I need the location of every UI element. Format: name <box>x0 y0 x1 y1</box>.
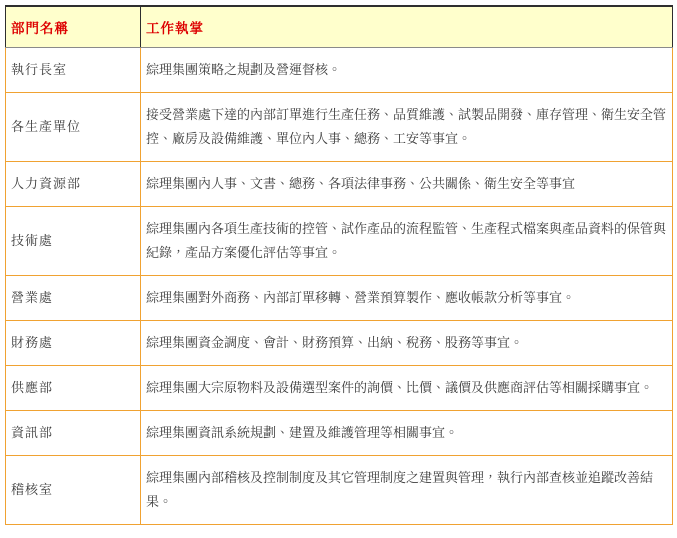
department-cell: 供應部 <box>6 365 141 410</box>
table-row <box>6 320 673 365</box>
table-row <box>6 161 673 206</box>
duty-cell: 綜理集團內人事、文書、總務、各項法律事務、公共關係、衛生安全等事宜 <box>141 161 673 206</box>
table-row <box>6 92 673 161</box>
duty-cell: 綜理集團內部稽核及控制制度及其它管理制度之建置與管理，執行內部查核並追蹤改善結果。 <box>141 455 673 524</box>
department-cell: 營業處 <box>6 275 141 320</box>
column-header-duties: 工作執掌 <box>141 6 673 47</box>
table-row <box>6 47 673 92</box>
duty-cell: 接受營業處下達的內部訂單進行生產任務、品質維護、試製品開發、庫存管理、衛生安全管控、廠房及設備維護、單位內人事、總務、工安等事宜。 <box>141 92 673 161</box>
table-row <box>6 410 673 455</box>
duty-cell: 綜理集團資訊系統規劃、建置及維護管理等相關事宜。 <box>141 410 673 455</box>
department-duties-page <box>5 5 672 525</box>
duty-cell: 綜理集團大宗原物料及設備選型案件的詢價、比價、議價及供應商評估等相關採購事宜。 <box>141 365 673 410</box>
department-cell: 資訊部 <box>6 410 141 455</box>
table-row <box>6 275 673 320</box>
duty-cell: 綜理集團對外商務、內部訂單移轉、營業預算製作、應收帳款分析等事宜。 <box>141 275 673 320</box>
column-header-department: 部門名稱 <box>6 6 141 47</box>
department-cell: 人力資源部 <box>6 161 141 206</box>
department-cell: 稽核室 <box>6 455 141 524</box>
duty-cell: 綜理集團內各項生產技術的控管、試作產品的流程監管、生產程式檔案與產品資料的保管與紀錄，產品方案優化評估等事宜。 <box>141 206 673 275</box>
header-row <box>6 6 673 47</box>
department-duties-table <box>5 5 673 525</box>
department-cell: 執行長室 <box>6 47 141 92</box>
department-cell: 財務處 <box>6 320 141 365</box>
table-body <box>6 47 673 524</box>
table-row <box>6 365 673 410</box>
department-cell: 各生產單位 <box>6 92 141 161</box>
table-row <box>6 455 673 524</box>
table-row <box>6 206 673 275</box>
department-cell: 技術處 <box>6 206 141 275</box>
duty-cell: 綜理集團資金調度、會計、財務預算、出納、稅務、股務等事宜。 <box>141 320 673 365</box>
duty-cell: 綜理集團策略之規劃及營運督核。 <box>141 47 673 92</box>
